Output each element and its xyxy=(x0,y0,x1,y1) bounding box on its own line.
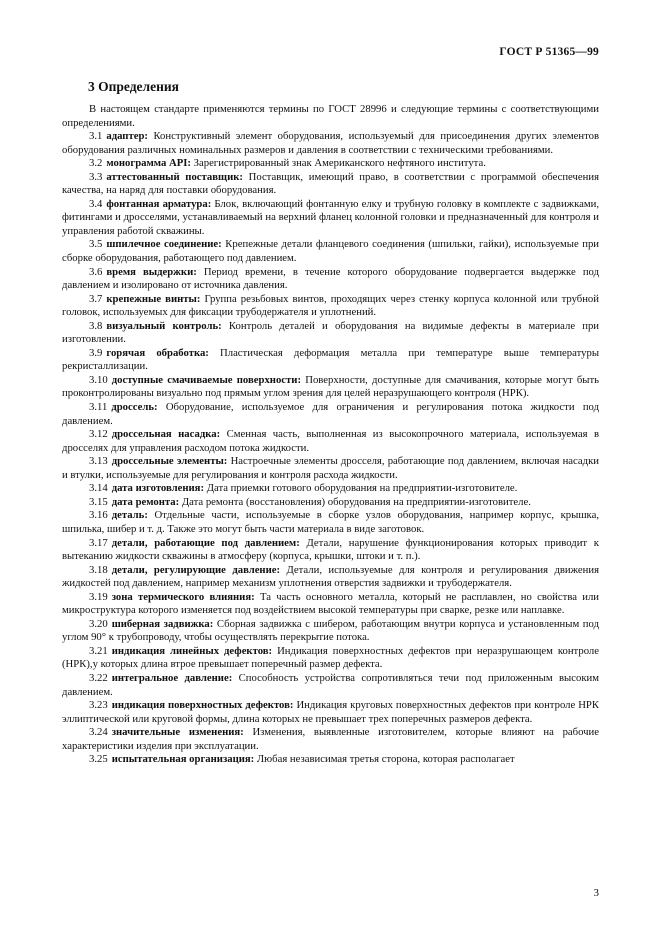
definition-item xyxy=(62,496,599,510)
definition-item xyxy=(62,699,599,726)
definition-term: индикация поверхностных дефектов: xyxy=(111,699,294,712)
definition-number: 3.22 xyxy=(89,671,108,684)
definition-number: 3.3 xyxy=(89,170,103,183)
definition-number: 3.14 xyxy=(89,482,108,495)
definition-text: Дата приемки готового оборудования на предприятии-изготовителе. xyxy=(206,482,518,495)
definition-item xyxy=(62,618,599,645)
definition-number: 3.9 xyxy=(89,346,103,359)
definition-term: значительные изменения: xyxy=(111,726,244,739)
definition-text: Индикация круговых поверхностных дефектов при контроле НРК эллиптической или круговой формы, длина которых не превышает трех поперечных размеров дефекта. xyxy=(62,699,600,725)
definition-text: Детали, используемые для контроля и регулирования движения жидкостей под давлением, например механизм уплотнения отверстия задвижки и трубодержателя. xyxy=(62,563,599,590)
definition-text: Оборудование, используемое для ограничения и регулирования потока жидкости под давлением. xyxy=(62,401,600,427)
definition-number: 3.11 xyxy=(89,401,108,414)
definition-number: 3.12 xyxy=(89,428,108,441)
definition-term: монограмма API: xyxy=(106,157,191,170)
definition-number: 3.13 xyxy=(89,455,108,468)
definition-text: Группа резьбовых винтов, проходящих через стенку корпуса колонной или трубной головок, используемых для фиксации трубодержателя и уплотнений. xyxy=(62,292,599,319)
definition-term: дата ремонта: xyxy=(111,495,180,508)
definition-item xyxy=(62,537,599,564)
definition-text: Детали, нарушение функционирования которых приводит к вытеканию жидкости скважины в атмосферу (корпуса, крышки, штоки и т. п.). xyxy=(62,536,600,563)
definition-text: Период времени, в течение которого оборудование подвергается выдержке под давлением и изолировано от источника давления. xyxy=(62,265,600,292)
definition-number: 3.15 xyxy=(89,495,108,508)
definition-term: дроссель: xyxy=(111,401,158,414)
definition-number: 3.6 xyxy=(89,265,103,278)
document-code: ГОСТ Р 51365—99 xyxy=(499,46,599,58)
definition-item xyxy=(62,401,599,428)
definition-number: 3.17 xyxy=(89,536,108,549)
definition-term: шпилечное соединение: xyxy=(106,238,222,251)
definition-item xyxy=(62,266,599,293)
definition-item xyxy=(62,347,599,374)
definition-term: дроссельные элементы: xyxy=(111,455,228,468)
definition-text: Индикация поверхностных дефектов при неразрушающем контроле (НРК),у которых длина втрое превышает поперечный размер дефекта. xyxy=(62,644,599,671)
definition-text: Контроль деталей и оборудования на видимые дефекты в материале при изготовлении. xyxy=(62,319,600,346)
definition-term: время выдержки: xyxy=(106,265,197,278)
definition-text: Дата ремонта (восстановления) оборудования на предприятии-изготовителе. xyxy=(181,495,531,508)
section-title: 3 Определения xyxy=(88,79,179,94)
definition-item xyxy=(62,482,599,496)
definition-item xyxy=(62,672,599,699)
definition-item xyxy=(62,374,599,401)
definition-term: индикация линейных дефектов: xyxy=(111,644,273,657)
definition-number: 3.1 xyxy=(89,130,103,143)
definitions-list xyxy=(62,130,599,767)
definition-term: горячая обработка: xyxy=(106,346,209,359)
definition-item xyxy=(62,564,599,591)
definition-item xyxy=(62,171,599,198)
definition-item xyxy=(62,753,599,767)
definition-term: детали, работающие под давлением: xyxy=(111,536,300,549)
definition-item xyxy=(62,157,599,171)
definition-item xyxy=(62,293,599,320)
definition-text: Любая независимая третья сторона, которая располагает xyxy=(256,753,515,766)
definition-text: Настроечные элементы дросселя, работающие под давлением, включая насадки и втулки, используемые для регулирования и контроля расхода жидкости. xyxy=(62,455,600,481)
definition-term: доступные смачиваемые поверхности: xyxy=(111,373,302,386)
definition-term: испытательная организация: xyxy=(111,753,255,766)
definition-term: аттестованный поставщик: xyxy=(106,170,243,183)
definition-text: Способность устройства сопротивляться течи под приложенным высоким давлением. xyxy=(62,671,599,698)
definition-term: дроссельная насадка: xyxy=(111,428,221,441)
definition-item xyxy=(62,726,599,753)
definition-term: детали, регулирующие давление: xyxy=(111,563,281,576)
definition-term: крепежные винты: xyxy=(106,292,201,305)
definition-number: 3.4 xyxy=(89,197,103,210)
definition-text: Конструктивный элемент оборудования, используемый для присоединения других элементов оборудования различных номинальных размеров и давления в соответствии с техническими требованиями. xyxy=(62,130,599,156)
definition-text: Изменения, выявленные изготовителем, которые влияют на рабочие характеристики изделия при эксплуатации. xyxy=(62,726,600,752)
intro-paragraph: В настоящем стандарте применяются термины по ГОСТ 28996 и следующие термины с соответствующими определениями. xyxy=(62,103,599,129)
definition-text: Сборная задвижка с шибером, работающим внутри корпуса и установленным под углом 90° к трубопроводу, чтобы осуществлять перекрытие потока. xyxy=(62,617,600,644)
definition-text: Крепежные детали фланцевого соединения (шпильки, гайки), используемые при сборке оборудования, работающего под давлением. xyxy=(62,238,600,265)
definition-text: Сменная часть, выполненная из высокопрочного материала, используемая в дросселях для управления расходом потока жидкости. xyxy=(62,428,600,454)
definition-item xyxy=(62,455,599,482)
definition-item xyxy=(62,130,599,157)
definition-term: шиберная задвижка: xyxy=(111,617,214,630)
definition-text: Та часть основного металла, который не расплавлен, но свойства или микроструктура которого изменяется под воздействием высокой температуры при сварке, резке или наплавке. xyxy=(62,590,599,617)
definition-item xyxy=(62,238,599,265)
definition-number: 3.21 xyxy=(89,644,108,657)
definition-term: зона термического влияния: xyxy=(111,590,255,603)
definition-item xyxy=(62,428,599,455)
definition-number: 3.2 xyxy=(89,157,103,170)
definition-text: Зарегистрированный знак Американского нефтяного института. xyxy=(193,157,486,170)
definition-number: 3.10 xyxy=(89,373,108,386)
definition-number: 3.20 xyxy=(89,617,108,630)
definition-number: 3.25 xyxy=(89,753,108,766)
definition-item xyxy=(62,591,599,618)
definition-text: Отдельные части, используемые в сборке узлов оборудования, например корпус, крышка, шпилька, шибер и т. д. Также это могут быть части материала в виде заготовок. xyxy=(62,509,599,535)
definition-item xyxy=(62,645,599,672)
definition-term: адаптер: xyxy=(106,130,148,143)
page-number: 3 xyxy=(593,887,599,899)
definition-term: интегральное давление: xyxy=(111,671,233,684)
definition-number: 3.8 xyxy=(89,319,103,332)
definition-item xyxy=(62,198,599,239)
definition-number: 3.23 xyxy=(89,699,108,712)
definition-text: Блок, включающий фонтанную елку и трубную головку в комплекте с задвижками, фитингами и дросселями, устанавливаемый на верхний фланец колонной головки и предназначенный для контроля и управления работой скважины. xyxy=(62,197,599,237)
definition-term: деталь: xyxy=(111,509,148,522)
definition-number: 3.18 xyxy=(89,563,108,576)
definition-text: Поставщик, имеющий право, в соответствии с программой обеспечения качества, на наряд для поставки оборудования. xyxy=(62,170,599,197)
definition-text: Поверхности, доступные для смачивания, которые могут быть проконтролированы визуально под прямым углом зрения для целей неразрушающего контроля (НРК). xyxy=(62,373,600,400)
definition-item xyxy=(62,320,599,347)
definitions-body xyxy=(62,103,599,767)
definition-number: 3.7 xyxy=(89,292,103,305)
definition-number: 3.24 xyxy=(89,726,108,739)
definition-item xyxy=(62,509,599,536)
definition-number: 3.5 xyxy=(89,238,103,251)
definition-term: визуальный контроль: xyxy=(106,319,222,332)
definition-term: фонтанная арматура: xyxy=(106,197,212,210)
definition-text: Пластическая деформация металла при температуре выше температуры рекристаллизации. xyxy=(62,346,600,373)
definition-number: 3.16 xyxy=(89,509,108,522)
definition-term: дата изготовления: xyxy=(111,482,205,495)
definition-number: 3.19 xyxy=(89,590,108,603)
